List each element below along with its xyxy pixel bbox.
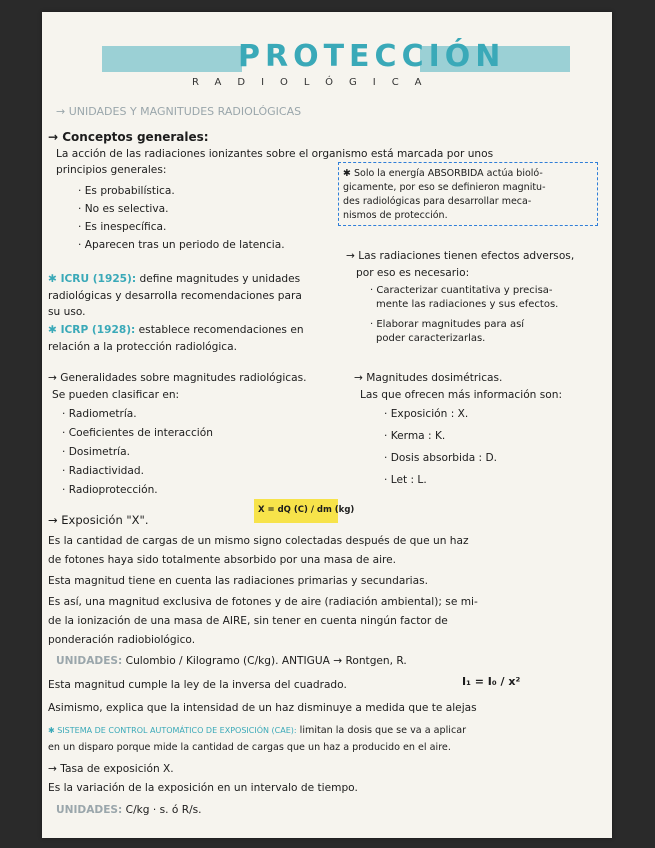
section-header: → UNIDADES Y MAGNITUDES RADIOLÓGICAS: [56, 105, 302, 118]
dosimetricas-item: · Let : L.: [384, 474, 427, 486]
dosimetricas-item: · Dosis absorbida : D.: [384, 452, 498, 464]
conceptos-item: · Es inespecífica.: [78, 221, 167, 233]
exposicion-line: Es la cantidad de cargas de un mismo signo colectadas después de que un haz: [48, 535, 469, 547]
conceptos-item: · No es selectiva.: [78, 203, 169, 215]
note-line: nismos de protección.: [343, 210, 448, 221]
sistema-line: en un disparo porque mide la cantidad de cargas que un haz a producido en el aire.: [48, 742, 451, 753]
efectos-item: mente las radiaciones y sus efectos.: [376, 299, 559, 310]
generalidades-intro: Se pueden clasificar en:: [52, 389, 180, 401]
generalidades-item: · Radioprotección.: [62, 484, 158, 496]
dosimetricas-intro: Las que ofrecen más información son:: [360, 389, 563, 401]
note-line: gicamente, por eso se definieron magnitu-: [343, 182, 546, 193]
exposicion-heading: → Exposición "X".: [48, 513, 149, 527]
page-title: PROTECCIÓN: [238, 39, 506, 74]
tasa-line: Es la variación de la exposición en un intervalo de tiempo.: [48, 782, 358, 794]
icrp-line: [48, 324, 304, 337]
conceptos-heading: → Conceptos generales:: [48, 130, 209, 144]
sistema-label: ✱ SISTEMA DE CONTROL AUTOMÁTICO DE EXPOSICIÓN (CAE):: [48, 726, 297, 735]
icru-label: ✱ ICRU (1925):: [48, 273, 137, 285]
conceptos-line: principios generales:: [56, 164, 167, 176]
icru-line: su uso.: [48, 306, 86, 318]
inverse-square-formula: I₁ = I₀ / x²: [462, 675, 521, 688]
unidades-label: UNIDADES:: [56, 655, 123, 667]
unidades-line: [56, 655, 407, 668]
exposicion-line: de la ionización de una masa de AIRE, sin tener en cuenta ningún factor de: [48, 615, 448, 627]
title-highlight-left: [102, 46, 242, 72]
unidades-text: Culombio / Kilogramo (C/kg). ANTIGUA → Rontgen, R.: [122, 655, 407, 667]
icrp-line: relación a la protección radiológica.: [48, 341, 237, 353]
inverse-square-line: Esta magnitud cumple la ley de la inversa del cuadrado.: [48, 679, 347, 691]
exposicion-line: ponderación radiobiológico.: [48, 634, 196, 646]
tasa-unidades-text: C/kg · s. ó R/s.: [122, 804, 202, 816]
exposicion-line: Es así, una magnitud exclusiva de fotones y de aire (radiación ambiental); se mi-: [48, 596, 478, 608]
tasa-heading: → Tasa de exposición X.: [48, 763, 174, 775]
exposicion-line: de fotones haya sido totalmente absorbido por una masa de aire.: [48, 554, 397, 566]
conceptos-item: · Es probabilística.: [78, 185, 175, 197]
generalidades-item: · Coeficientes de interacción: [62, 427, 213, 439]
efectos-item: · Elaborar magnitudes para así: [370, 319, 525, 330]
efectos-intro: por eso es necesario:: [356, 267, 470, 279]
efectos-heading: → Las radiaciones tienen efectos adversos,: [346, 250, 575, 262]
icrp-text: establece recomendaciones en: [135, 324, 304, 336]
icru-line: [48, 273, 300, 286]
generalidades-item: · Dosimetría.: [62, 446, 130, 458]
tasa-unidades-label: UNIDADES:: [56, 804, 123, 816]
generalidades-heading: → Generalidades sobre magnitudes radiológicas.: [48, 372, 307, 384]
note-line: ✱ Solo la energía ABSORBIDA actúa bioló-: [343, 168, 543, 179]
exposicion-line: Esta magnitud tiene en cuenta las radiaciones primarias y secundarias.: [48, 575, 429, 587]
note-line: des radiológicas para desarrollar meca-: [343, 196, 532, 207]
exposure-formula: X = dQ (C) / dm (kg): [258, 505, 355, 515]
sistema-line: [48, 725, 466, 737]
generalidades-item: · Radiactividad.: [62, 465, 144, 477]
icru-text: define magnitudes y unidades: [136, 273, 301, 285]
dosimetricas-heading: → Magnitudes dosimétricas.: [354, 372, 503, 384]
asimismo-line: Asimismo, explica que la intensidad de un haz disminuye a medida que te alejas: [48, 702, 477, 714]
dosimetricas-item: · Kerma : K.: [384, 430, 446, 442]
efectos-item: · Caracterizar cuantitativa y precisa-: [370, 285, 553, 296]
generalidades-item: · Radiometría.: [62, 408, 137, 420]
tasa-unidades-line: [56, 804, 202, 817]
dosimetricas-item: · Exposición : X.: [384, 408, 469, 420]
icrp-label: ✱ ICRP (1928):: [48, 324, 136, 336]
efectos-item: poder caracterizarlas.: [376, 333, 486, 344]
sistema-text: limitan la dosis que se va a aplicar: [296, 725, 467, 736]
notebook-page: [42, 12, 612, 838]
conceptos-item: · Aparecen tras un periodo de latencia.: [78, 239, 285, 251]
conceptos-line: La acción de las radiaciones ionizantes sobre el organismo está marcada por unos: [56, 148, 494, 160]
page-subtitle: RADIOLÓGICA: [192, 77, 438, 88]
icru-line: radiológicas y desarrolla recomendaciones para: [48, 290, 302, 302]
